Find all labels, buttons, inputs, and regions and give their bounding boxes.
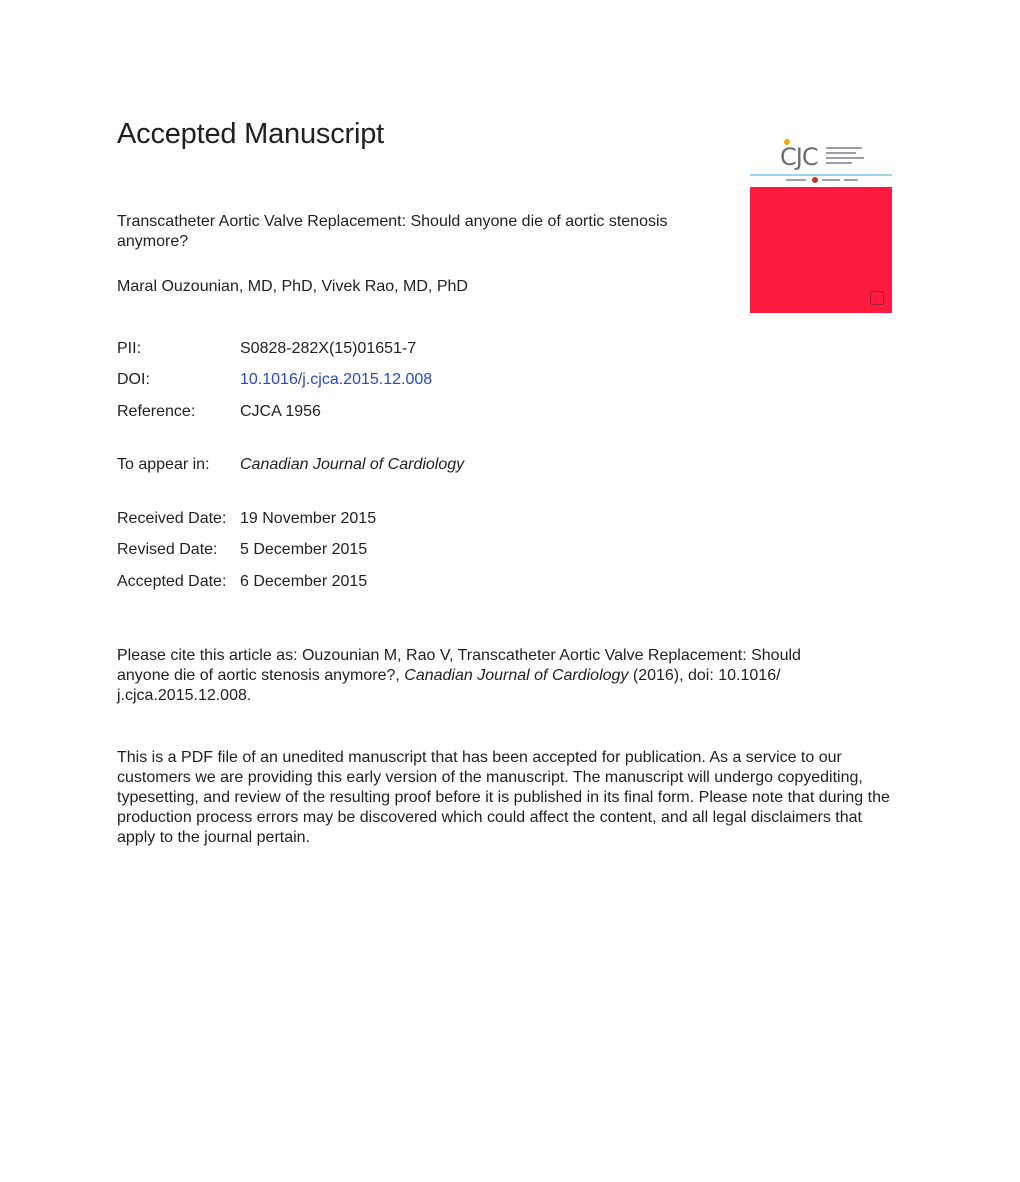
elsevier-icon — [870, 291, 884, 305]
journal-name: Canadian Journal of Cardiology — [240, 456, 465, 473]
reference-label: Reference: — [117, 403, 196, 420]
doi-label: DOI: — [117, 371, 150, 388]
pii-value: S0828-282X(15)01651-7 — [240, 340, 417, 357]
received-label: Received Date: — [117, 510, 227, 527]
citation-paragraph — [117, 646, 857, 706]
accepted-value: 6 December 2015 — [240, 573, 368, 590]
cover-header — [750, 137, 892, 174]
appear-label: To appear in: — [117, 456, 210, 473]
notice-paragraph: This is a PDF file of an unedited manuscript that has been accepted for publication. As a service to our customers we are providing this early version of the manuscript. The manuscript will undergo copyediting, typesetting, and review of the resulting proof before it is published in its final form. Please note that during the production process errors may be discovered which could affect the content, and all legal disclaimers that apply to the journal pertain. — [117, 749, 890, 846]
article-title: Transcatheter Aortic Valve Replacement: Should anyone die of aortic stenosis anymore? — [117, 213, 668, 250]
citation-prefix: Please cite this article as: Ouzounian M, Rao V, Transcatheter Aortic Valve Replacement: Should anyone die of aortic stenosis anymore?, — [117, 647, 801, 684]
journal-logo: CJC — [780, 143, 818, 171]
cover-strip — [750, 176, 892, 186]
page-heading: Accepted Manuscript — [117, 118, 384, 150]
revised-value: 5 December 2015 — [240, 541, 368, 558]
revised-label: Revised Date: — [117, 541, 218, 558]
reference-value: CJCA 1956 — [240, 403, 321, 420]
pii-label: PII: — [117, 340, 142, 357]
citation-suffix: (2016), doi: 10.1016/ j.cjca.2015.12.008. — [117, 667, 781, 704]
article-authors: Maral Ouzounian, MD, PhD, Vivek Rao, MD, PhD — [117, 278, 468, 295]
cover-journal-lines — [826, 147, 866, 167]
citation-journal: Canadian Journal of Cardiology — [404, 667, 629, 684]
received-value: 19 November 2015 — [240, 510, 377, 527]
cover-image — [750, 187, 892, 313]
doi-link[interactable]: 10.1016/j.cjca.2015.12.008 — [240, 371, 433, 388]
accepted-label: Accepted Date: — [117, 573, 227, 590]
journal-cover — [750, 137, 892, 313]
